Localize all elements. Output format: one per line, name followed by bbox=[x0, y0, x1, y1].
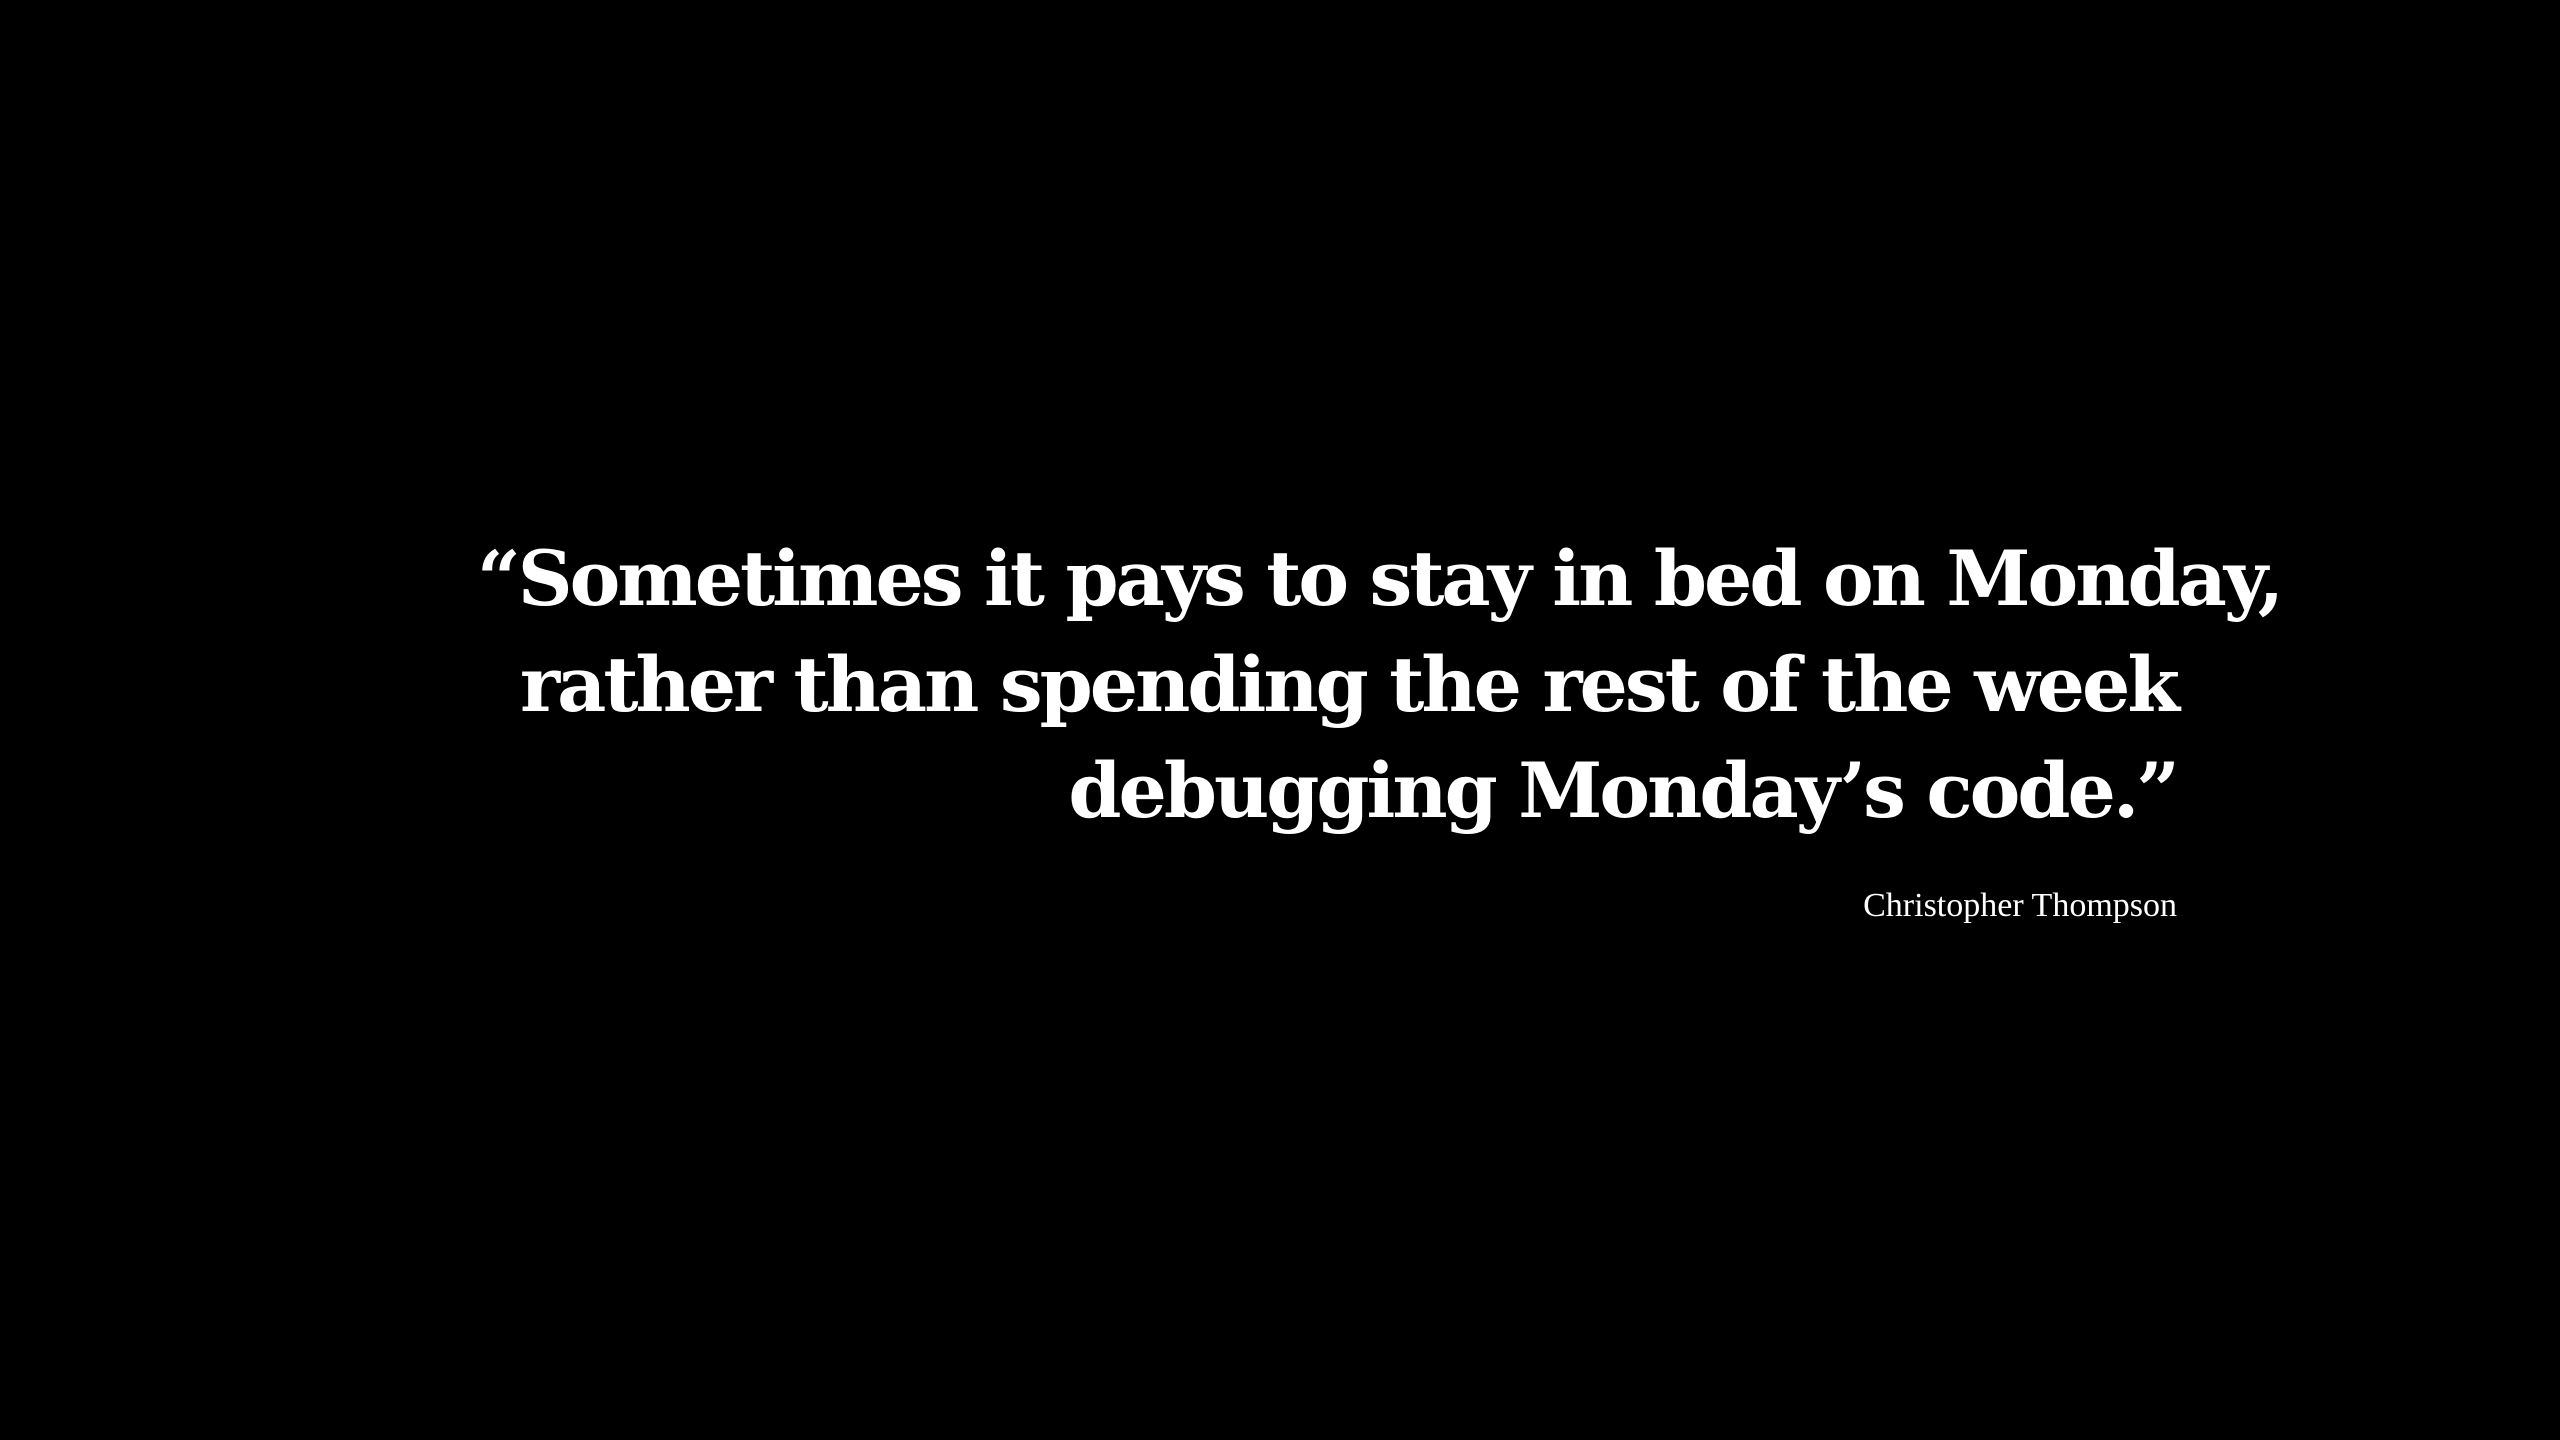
quote-block bbox=[477, 526, 2282, 928]
quote-author: Christopher Thompson bbox=[1863, 887, 2177, 924]
quote-line-1: “Sometimes it pays to stay in bed on Monday, bbox=[477, 534, 2282, 623]
quote-line-2: rather than spending the rest of the week bbox=[520, 640, 2177, 729]
quote-line-3: debugging Monday’s code.” bbox=[1068, 746, 2177, 835]
